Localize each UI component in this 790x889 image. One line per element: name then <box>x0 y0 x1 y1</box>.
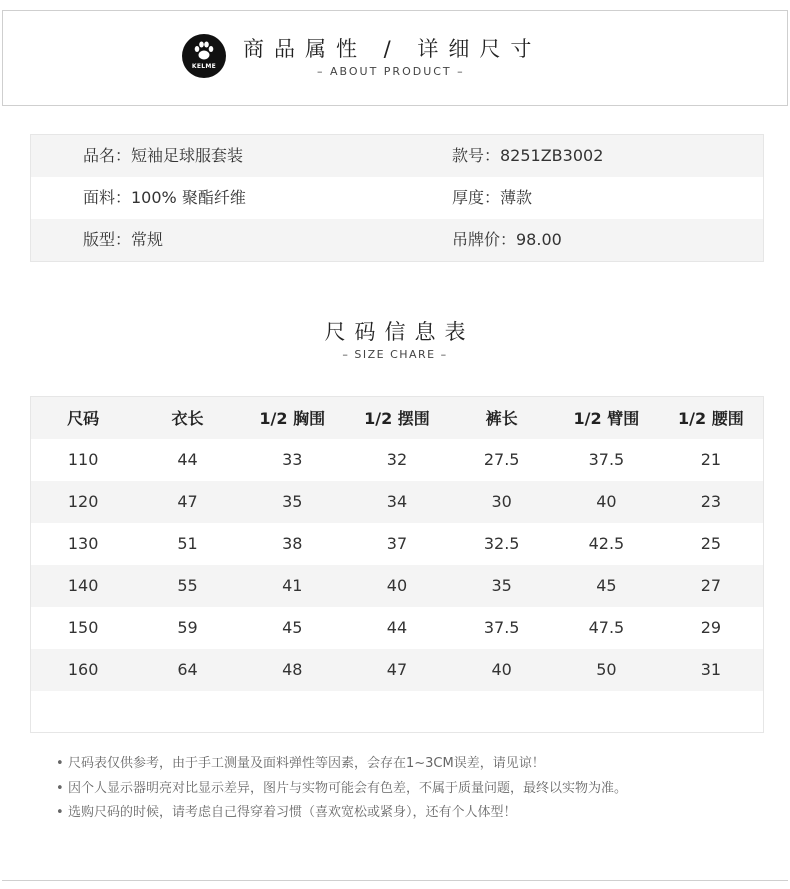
table-row <box>31 481 764 523</box>
table-cell: 29 <box>700 618 722 637</box>
property-name: 品名：短袖足球服套装 <box>83 146 244 165</box>
table-cell: 34 <box>386 492 408 511</box>
table-cell: 37.5 <box>483 618 520 637</box>
property-fit: 版型：常规 <box>83 230 164 249</box>
table-row <box>31 565 764 607</box>
table-cell: 47 <box>386 660 408 679</box>
kelme-logo-icon <box>182 34 226 78</box>
table-cell: 35 <box>491 576 512 595</box>
header-title: 商品属性 / 详细尺寸 <box>243 37 542 61</box>
size-notes <box>56 754 627 828</box>
logo-text: KELME <box>191 63 217 70</box>
property-row <box>31 177 763 219</box>
table-cell: 32.5 <box>483 534 520 553</box>
table-cell: 59 <box>177 618 198 637</box>
note-text: 选购尺码的时候，请考虑自己得穿着习惯（喜欢宽松或紧身），还有个人体型！ <box>68 805 517 820</box>
table-cell: 40 <box>596 492 617 511</box>
product-header <box>2 10 788 106</box>
table-cell-empty <box>31 691 764 733</box>
column-header: 1/2 腰围 <box>678 409 744 429</box>
table-cell: 47.5 <box>588 618 625 637</box>
column-header: 衣长 <box>171 409 204 429</box>
note-item <box>56 754 627 779</box>
bullet-dot-icon: • <box>56 780 64 796</box>
size-table <box>30 396 764 733</box>
table-cell: 30 <box>491 492 512 511</box>
table-row <box>31 523 764 565</box>
bottom-divider <box>2 880 788 889</box>
table-row <box>31 649 764 691</box>
property-style-number: 款号：8251ZB3002 <box>452 146 604 165</box>
table-cell: 42.5 <box>588 534 625 553</box>
property-thickness: 厚度：薄款 <box>452 188 533 207</box>
table-cell: 41 <box>282 576 303 595</box>
table-cell: 35 <box>282 492 303 511</box>
column-header: 裤长 <box>485 409 518 429</box>
table-cell: 160 <box>67 660 99 679</box>
table-cell: 44 <box>386 618 408 637</box>
table-cell: 21 <box>700 450 722 469</box>
property-price: 吊牌价：98.00 <box>452 230 562 249</box>
paw-print-icon <box>192 40 216 62</box>
table-cell: 37.5 <box>588 450 625 469</box>
table-cell: 27 <box>700 576 722 595</box>
table-cell: 140 <box>67 576 99 595</box>
property-fabric: 面料：100% 聚酯纤维 <box>83 188 246 207</box>
bullet-dot-icon: • <box>56 756 64 771</box>
column-header: 1/2 臂围 <box>573 409 640 429</box>
table-cell: 33 <box>282 450 303 469</box>
table-cell: 40 <box>386 576 408 595</box>
note-text: 尺码表仅供参考，由于手工测量及面料弹性等因素，会存在1~3CM误差，请见谅！ <box>68 756 545 771</box>
note-item <box>56 803 627 828</box>
table-cell: 27.5 <box>483 450 520 469</box>
size-table-header-row <box>31 397 764 439</box>
table-cell: 55 <box>177 576 198 595</box>
table-row <box>31 607 764 649</box>
table-cell: 31 <box>700 660 722 679</box>
table-cell: 110 <box>67 450 99 469</box>
table-cell: 45 <box>282 618 303 637</box>
table-cell: 120 <box>67 492 99 511</box>
table-cell: 130 <box>67 534 99 553</box>
property-row <box>31 135 763 177</box>
table-cell: 40 <box>491 660 512 679</box>
table-cell: 48 <box>282 660 303 679</box>
table-cell: 50 <box>596 660 617 679</box>
table-cell: 38 <box>282 534 303 553</box>
table-cell: 37 <box>386 534 408 553</box>
table-cell: 32 <box>386 450 408 469</box>
table-cell: 150 <box>67 618 99 637</box>
table-cell: 44 <box>177 450 198 469</box>
column-header: 尺码 <box>67 409 100 429</box>
bullet-dot-icon: • <box>56 805 64 820</box>
table-cell: 47 <box>177 492 198 511</box>
table-cell: 64 <box>177 660 198 679</box>
header-subtitle: – ABOUT PRODUCT – <box>317 65 465 78</box>
property-row <box>31 219 763 261</box>
table-row <box>31 439 764 481</box>
table-cell: 51 <box>177 534 198 553</box>
table-cell: 25 <box>700 534 722 553</box>
size-section-subtitle: – SIZE CHARE – <box>342 348 448 361</box>
table-cell: 45 <box>596 576 617 595</box>
table-row-empty <box>31 691 764 733</box>
column-header: 1/2 胸围 <box>259 409 326 429</box>
column-header: 1/2 摆围 <box>364 409 430 429</box>
note-text: 因个人显示器明亮对比显示差异，图片与实物可能会有色差，不属于质量问题，最终以实物为准。 <box>68 780 628 796</box>
product-properties <box>30 134 764 262</box>
note-item <box>56 779 627 804</box>
size-section-title: 尺码信息表 <box>324 320 475 344</box>
table-cell: 23 <box>700 492 722 511</box>
